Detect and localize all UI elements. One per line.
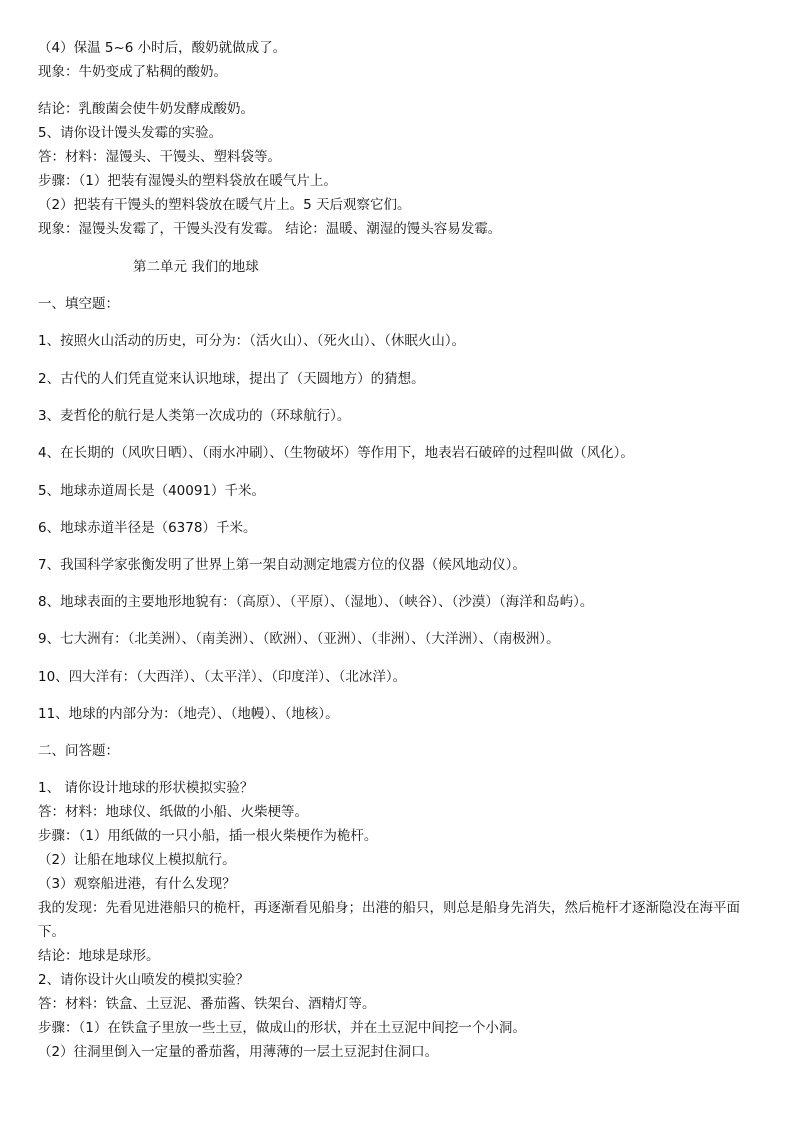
text-line: （4）保温 5~6 小时后，酸奶就做成了。 [38, 40, 287, 56]
section-heading: 一、填空题： [38, 296, 119, 312]
text-line: 步骤：（1）用纸做的一只小船，插一根火柴梗作为桅杆。 [38, 828, 378, 844]
fill-blank-item: 10、四大洋有：（大西洋）、（太平洋）、（印度洋）、（北冰洋）。 [38, 669, 407, 685]
text-line: 答：材料：湿馒头、干馒头、塑料袋等。 [38, 149, 281, 165]
text-line: 2、请你设计火山喷发的模拟实验？ [38, 972, 250, 988]
text-line: 结论：乳酸菌会使牛奶发酵成酸奶。 [38, 101, 254, 117]
text-line: 结论：地球是球形。 [38, 948, 160, 964]
unit-title: 第二单元 我们的地球 [133, 259, 259, 275]
text-line: 步骤：（1）把装有湿馒头的塑料袋放在暖气片上。 [38, 173, 337, 189]
fill-blank-item: 2、古代的人们凭直觉来认识地球，提出了（天圆地方）的猜想。 [38, 371, 425, 387]
text-line: （2）让船在地球仪上模拟航行。 [38, 852, 236, 868]
fill-blank-item: 11、地球的内部分为：（地壳）、（地幔）、（地核）。 [38, 706, 339, 722]
text-line: 现象：牛奶变成了粘稠的酸奶。 [38, 64, 227, 80]
text-line: 答：材料：铁盒、土豆泥、番茄酱、铁架台、酒精灯等。 [38, 996, 376, 1012]
fill-blank-item: 8、地球表面的主要地形地貌有：（高原）、（平原）、（湿地）、（峡谷）、（沙漠）（海洋和岛屿）。 [38, 594, 594, 610]
fill-blank-item: 9、七大洲有：（北美洲）、（南美洲）、（欧洲）、（亚洲）、（非洲）、（大洋洲）、（南极洲）。 [38, 631, 560, 647]
fill-blank-item: 1、按照火山活动的历史，可分为：（活火山）、（死火山）、（休眠火山）。 [38, 333, 466, 349]
text-line: 步骤：（1）在铁盒子里放一些土豆，做成山的形状，并在土豆泥中间挖一个小洞。 [38, 1020, 526, 1036]
text-line: （2）把装有干馒头的塑料袋放在暖气片上。5 天后观察它们。 [38, 197, 411, 213]
text-line: （3）观察船进港，有什么发现？ [38, 876, 236, 892]
section-heading: 二、问答题： [38, 743, 119, 759]
fill-blank-item: 4、在长期的（风吹日晒）、（雨水冲刷）、（生物破坏）等作用下，地表岩石破碎的过程叫做（风化）。 [38, 445, 634, 461]
text-line: （2）往洞里倒入一定量的番茄酱，用薄薄的一层土豆泥封住洞口。 [38, 1044, 439, 1060]
fill-blank-item: 3、麦哲伦的航行是人类第一次成功的（环球航行）。 [38, 408, 351, 424]
fill-blank-item: 5、地球赤道周长是（40091）千米。 [38, 483, 266, 499]
discovery-paragraph: 我的发现：先看见进港船只的桅杆，再逐渐看见船身；出港的船只，则总是船身先消失，然后桅杆才逐渐隐没在海平面下。 [38, 900, 740, 940]
text-line: 5、请你设计馒头发霉的实验。 [38, 125, 223, 141]
text-line: 1、 请你设计地球的形状模拟实验？ [38, 780, 254, 796]
fill-blank-item: 6、地球赤道半径是（6378）千米。 [38, 520, 257, 536]
text-line: 现象：湿馒头发霉了，干馒头没有发霉。 结论：温暖、潮湿的馒头容易发霉。 [38, 221, 502, 237]
fill-blank-item: 7、我国科学家张衡发明了世界上第一架自动测定地震方位的仪器（候风地动仪）。 [38, 557, 526, 573]
text-line: 答：材料：地球仪、纸做的小船、火柴梗等。 [38, 804, 308, 820]
